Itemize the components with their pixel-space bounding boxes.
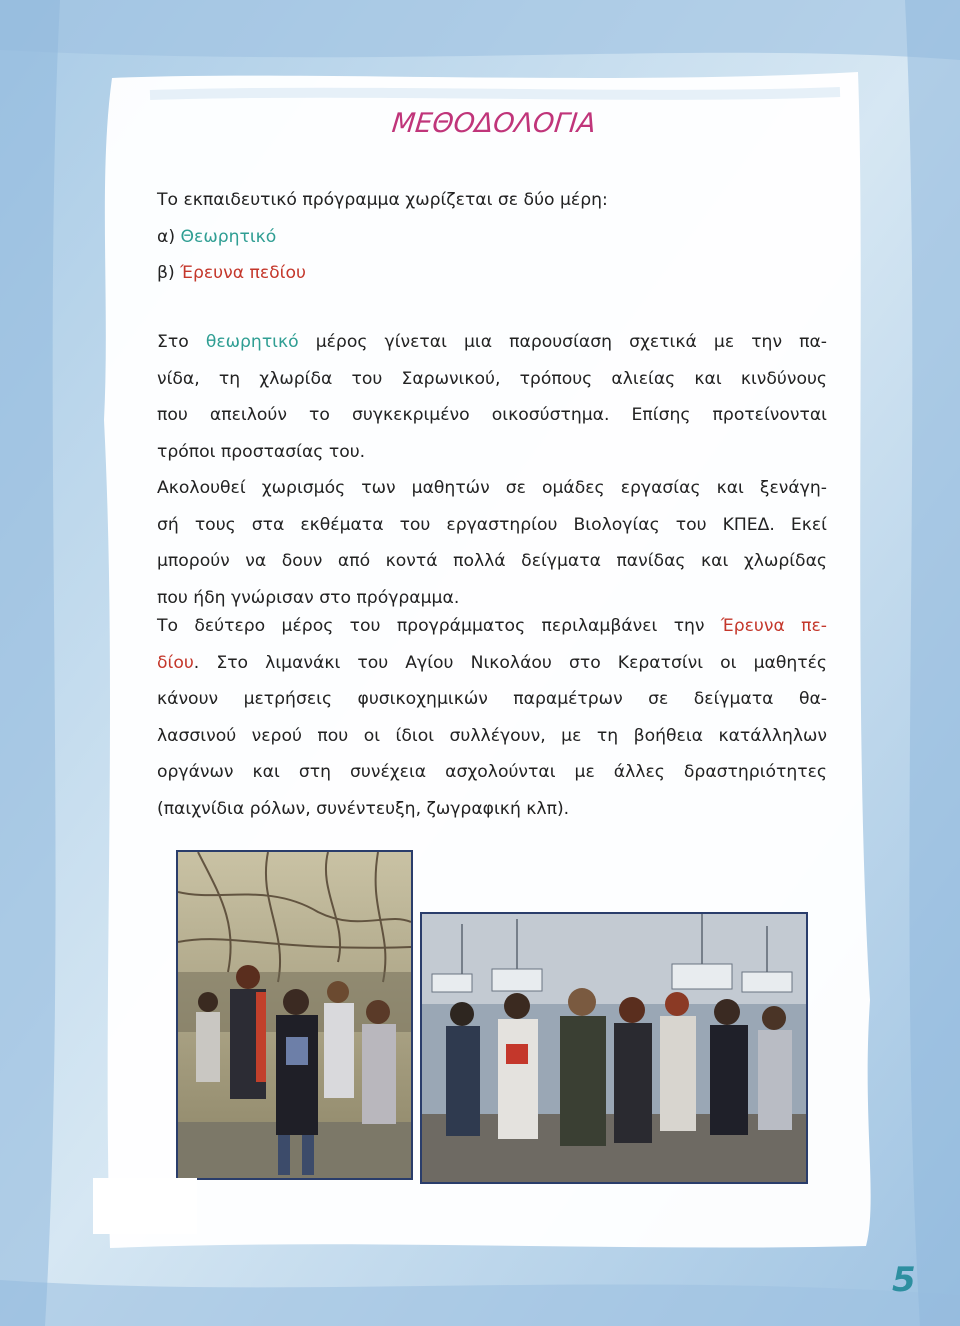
p3-line-5: οργάνων και στη συνέχεια ασχολούνται με άλλες δραστηριότητες	[157, 762, 827, 782]
page-number: 5	[892, 1260, 916, 1300]
p3-line-2: δίου. Στο λιμανάκι του Αγίου Νικολάου στο Κερατσίνι οι μαθητές	[157, 652, 827, 673]
p1-line-3: που απειλούν το συγκεκριμένο οικοσύστημα. Επίσης προτείνονται	[157, 405, 827, 425]
paragraph-lab	[157, 470, 827, 616]
p1-line-1: Στο θεωρητικό μέρος γίνεται μια παρουσίαση σχετικά με την πα-	[157, 332, 828, 352]
p2-line-4: που ήδη γνώρισαν στο πρόγραμμα.	[157, 587, 460, 608]
item-b: β) Έρευνα πεδίου	[157, 263, 306, 283]
item-a-label: Θεωρητικό	[180, 226, 277, 247]
intro-block	[157, 182, 827, 292]
p1-line-2: νίδα, τη χλωρίδα του Σαρωνικού, τρόπους αλιείας και κινδύνους	[157, 368, 827, 389]
p2-line-3: μπορούν να δουν από κοντά πολλά δείγματα πανίδας και χλωρίδας	[157, 551, 827, 571]
p3-line-6: (παιχνίδια ρόλων, συνέντευξη, ζωγραφική κλπ).	[157, 798, 570, 819]
photo-students-tree	[176, 850, 413, 1180]
p2-line-1: Ακολουθεί χωρισμός των μαθητών σε ομάδες εργασίας και ξενάγη-	[157, 478, 827, 498]
paragraph-theory	[157, 324, 827, 470]
p1-line-4: τρόποι προστασίας του.	[157, 441, 366, 462]
photo-harbour-group	[420, 912, 808, 1184]
p3-line-4: λασσινού νερού που οι ίδιοι συλλέγουν, με τη βοήθεια κατάλληλων	[157, 725, 827, 746]
intro-line: Το εκπαιδευτικό πρόγραμμα χωρίζεται σε δύο μέρη:	[157, 190, 608, 210]
p3-line-1: Το δεύτερο μέρος του προγράμματος περιλαμβάνει την Έρευνα πε-	[157, 616, 828, 636]
p2-line-2: σή τους στα εκθέματα του εργαστηρίου Βιολογίας του ΚΠΕΔ. Εκεί	[157, 514, 827, 535]
p3-line-3: κάνουν μετρήσεις φυσικοχημικών παραμέτρων σε δείγματα θα-	[157, 689, 827, 709]
item-b-label: Έρευνα πεδίου	[180, 263, 306, 283]
white-label-patch	[93, 1178, 197, 1234]
page-title: ΜΕΘΟΔΟΛΟΓΙΑ	[390, 108, 598, 139]
paragraph-field	[157, 608, 827, 827]
item-a: α) Θεωρητικό	[157, 226, 277, 247]
